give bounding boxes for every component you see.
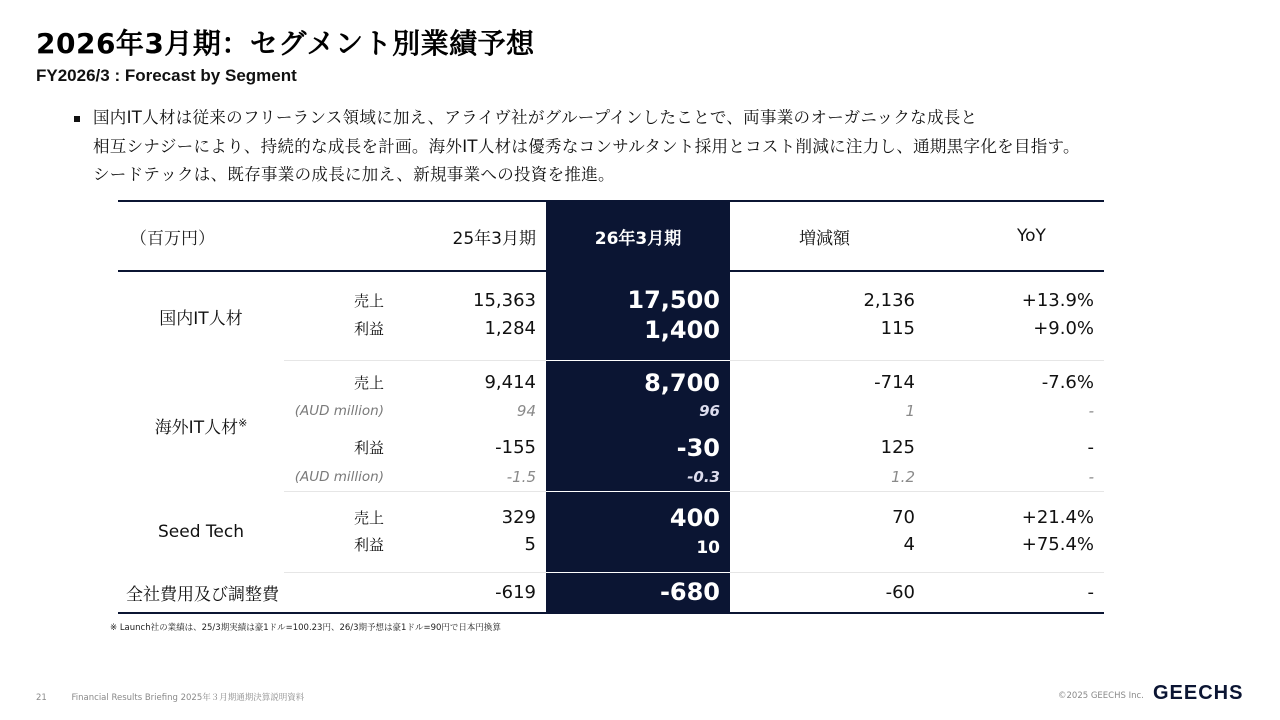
cell-yoy: +13.9% bbox=[1021, 289, 1094, 311]
cell-yoy: - bbox=[919, 573, 1104, 613]
cell-current: 8,700 bbox=[546, 360, 730, 397]
page-title: 2026年3月期：セグメント別業績予想 bbox=[36, 27, 535, 60]
cell-diff: 2,136 bbox=[863, 289, 915, 311]
cell-yoy: - bbox=[1087, 437, 1094, 458]
cell-prev: -1.5 bbox=[402, 463, 546, 492]
cell-current: 17,500 bbox=[546, 271, 730, 316]
cell-current: 400 bbox=[546, 492, 730, 534]
row-label: 利益 bbox=[353, 439, 384, 457]
segment-name-corporate: 全社費用及び調整費 bbox=[118, 573, 402, 613]
summary-line: 国内IT人材は従来のフリーランス領域に加え、アライヴ社がグループインしたことで、両事業のオーガニックな成長と bbox=[93, 108, 978, 127]
row-label: 売上 bbox=[353, 291, 384, 310]
cell-prev: 94 bbox=[516, 401, 536, 420]
segment-name-overseas bbox=[118, 360, 284, 492]
table-row bbox=[118, 492, 1104, 534]
segment-name-seedtech: Seed Tech bbox=[158, 522, 244, 542]
cell-yoy: +9.0% bbox=[919, 316, 1104, 360]
row-label: 売上 bbox=[353, 374, 384, 392]
cell-diff: -60 bbox=[730, 573, 919, 613]
footnote: ※ Launch社の業績は、25/3期実績は豪1ドル=100.23円、26/3期予想は豪1ドル=90円で日本円換算 bbox=[110, 623, 501, 633]
unit-label: （百万円） bbox=[118, 201, 402, 271]
row-label: 売上 bbox=[353, 509, 384, 528]
row-label-aud: (AUD million) bbox=[284, 463, 402, 492]
table-row bbox=[118, 573, 1104, 613]
cell-diff: 1.2 bbox=[730, 463, 919, 492]
cell-current: -0.3 bbox=[546, 463, 730, 492]
table-row bbox=[118, 360, 1104, 397]
cell-prev: 5 bbox=[402, 534, 546, 573]
cell-current: 10 bbox=[546, 534, 730, 573]
cell-diff: -714 bbox=[874, 372, 915, 393]
header-prev-year: 25年3月期 bbox=[402, 201, 546, 271]
cell-yoy: -7.6% bbox=[1041, 372, 1094, 393]
row-label: 利益 bbox=[284, 316, 402, 360]
cell-prev: -155 bbox=[495, 437, 536, 458]
cell-diff: 115 bbox=[730, 316, 919, 360]
cell-yoy: +75.4% bbox=[919, 534, 1104, 573]
cell-current: -680 bbox=[546, 573, 730, 613]
cell-prev: 9,414 bbox=[484, 372, 536, 393]
bullet-square-icon bbox=[74, 116, 80, 122]
table-header-row bbox=[118, 201, 1104, 271]
cell-prev: 1,284 bbox=[402, 316, 546, 360]
footnote-mark: ※ bbox=[238, 416, 248, 430]
row-label: 利益 bbox=[284, 534, 402, 573]
cell-diff: 1 bbox=[905, 401, 915, 420]
document-title: Financial Results Briefing 2025年３月期通期決算説明資料 bbox=[71, 693, 305, 703]
cell-diff: 125 bbox=[880, 437, 915, 458]
segment-forecast-table bbox=[118, 200, 1104, 614]
cell-diff: 70 bbox=[892, 507, 915, 529]
segment-name-label: 海外IT人材 bbox=[154, 418, 239, 439]
cell-yoy: +21.4% bbox=[1021, 507, 1094, 529]
cell-yoy: - bbox=[1088, 401, 1094, 420]
summary-bullet bbox=[72, 104, 1252, 190]
row-label-aud: (AUD million) bbox=[294, 402, 384, 419]
cell-prev: -619 bbox=[402, 573, 546, 613]
header-current-year: 26年3月期 bbox=[546, 201, 730, 271]
cell-yoy: - bbox=[919, 463, 1104, 492]
summary-line: シードテックは、既存事業の成長に加え、新規事業への投資を推進。 bbox=[93, 165, 615, 184]
table-row bbox=[118, 271, 1104, 316]
cell-current: -30 bbox=[546, 425, 730, 463]
segment-name-domestic: 国内IT人材 bbox=[159, 308, 243, 329]
page-subtitle: FY2026/3 : Forecast by Segment bbox=[36, 66, 297, 85]
copyright: ©2025 GEECHS Inc. bbox=[1058, 691, 1144, 701]
company-logo: GEECHS bbox=[1153, 682, 1244, 704]
summary-line: 相互シナジーにより、持続的な成長を計画。海外IT人材は優秀なコンサルタント採用とコスト削減に注力し、通期黒字化を目指す。 bbox=[93, 136, 1080, 156]
cell-current: 96 bbox=[546, 397, 730, 425]
cell-diff: 4 bbox=[730, 534, 919, 573]
header-difference: 増減額 bbox=[730, 201, 919, 271]
header-yoy: YoY bbox=[919, 201, 1104, 271]
summary-text bbox=[93, 104, 1252, 190]
footer bbox=[36, 691, 326, 703]
cell-current: 1,400 bbox=[546, 316, 730, 360]
cell-prev: 15,363 bbox=[473, 289, 536, 311]
page-number: 21 bbox=[36, 693, 47, 703]
cell-prev: 329 bbox=[501, 507, 536, 529]
